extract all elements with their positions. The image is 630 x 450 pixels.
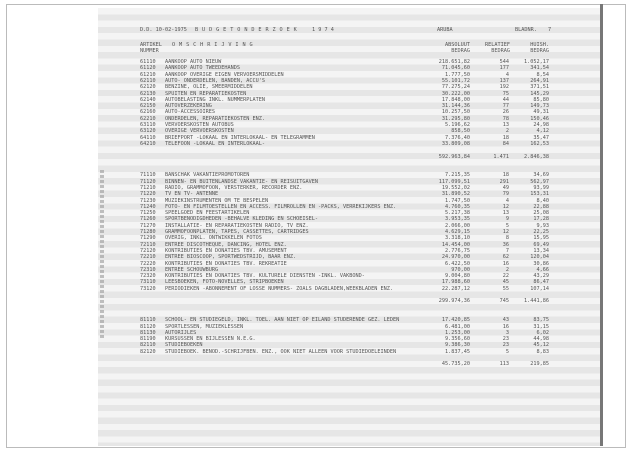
absolute-amount: 1.253,00: [445, 329, 470, 336]
household-amount: 6,02: [536, 329, 549, 336]
article-number: 72310: [140, 266, 156, 273]
description: AUTO-ACCESSOIRES: [165, 109, 215, 116]
total-household-amount: 1.441,86: [524, 298, 549, 305]
relative-amount: 16: [502, 323, 509, 330]
absolute-amount: 858,50: [451, 128, 470, 135]
household-amount: 13,34: [533, 247, 549, 254]
relative-amount: 18: [502, 134, 509, 141]
absolute-amount: 17.420,85: [441, 317, 470, 324]
household-amount: 8,54: [536, 71, 549, 78]
page-number: 7: [548, 27, 552, 33]
col-relatief-bedrag: BEDRAG: [491, 48, 510, 54]
description: LEESBOEKEN, FOTO-NOVELLES, STRIPBOEKEN: [165, 279, 284, 286]
household-amount: 4,12: [536, 128, 549, 135]
description: AUTOBELASTING INKL. NUMMERPLATEN: [165, 96, 265, 103]
description: INSTALLATIE- EN REPARATIEKOSTEN RADIO, TV ENZ.: [165, 222, 309, 229]
col-nummer: NUMMER: [140, 48, 159, 54]
description: RADIO, GRAMMOFOON, VERSTERKER, RECORDER ENZ.: [165, 184, 303, 191]
absolute-amount: 17.848,00: [441, 96, 470, 103]
household-amount: 45,12: [533, 342, 549, 349]
household-amount: 49,31: [533, 109, 549, 116]
description: STUDIEBOEK. BENOD.-SCHRIJFBEN. ENZ., OOK NIET ALLEEN VOOR STUDIEDOELEINDEN: [165, 348, 397, 355]
absolute-amount: 5.196,62: [445, 122, 470, 128]
article-number: 81120: [140, 323, 156, 330]
article-number: 61210: [140, 71, 156, 78]
description: OVERIG, INKL. ONTWIKKELEN FOTOS: [165, 235, 262, 242]
absolute-amount: 2.066,00: [445, 222, 470, 229]
table-row: [0, 286, 630, 292]
relative-amount: 7: [505, 247, 509, 254]
article-number: 63110: [140, 122, 156, 128]
absolute-amount: 3.953,35: [445, 216, 470, 223]
region: ARUBA: [437, 27, 453, 33]
total-absolute-amount: 45.735,20: [441, 361, 470, 368]
print-date: D.D. 10-02-1975: [140, 27, 187, 33]
absolute-amount: 30.222,00: [441, 90, 470, 97]
absolute-amount: 31.144,36: [441, 103, 470, 110]
article-number: 62140: [140, 96, 156, 103]
household-amount: 34,69: [533, 172, 549, 179]
article-number: 71110: [140, 172, 156, 179]
absolute-amount: 3.318,10: [445, 235, 470, 242]
relative-amount: 75: [502, 90, 509, 97]
absolute-amount: 2.776,75: [445, 247, 470, 254]
relative-amount: 291: [499, 178, 509, 185]
relative-amount: 2: [505, 266, 509, 273]
absolute-amount: 55.101,72: [441, 77, 470, 84]
relative-amount: 13: [502, 122, 509, 128]
absolute-amount: 117.099,51: [438, 178, 470, 185]
absolute-amount: 6.422,50: [445, 260, 470, 267]
household-amount: 562,97: [530, 178, 549, 185]
article-number: 72120: [140, 247, 156, 254]
total-household-amount: 219,85: [530, 361, 549, 368]
description: BINNEN- EN BUITENLANDSE VAKANTIE- EN REISUITGAVEN: [165, 178, 319, 185]
relative-amount: 4: [505, 197, 509, 204]
absolute-amount: 31.295,80: [441, 115, 470, 122]
total-relative-amount: 1.471: [493, 153, 509, 160]
article-number: 62120: [140, 84, 156, 91]
absolute-amount: 1.837,45: [445, 348, 470, 355]
household-amount: 145,29: [530, 90, 549, 97]
description: STUDIEBOEKEN: [165, 342, 203, 349]
absolute-amount: 7.215,35: [445, 172, 470, 179]
relative-amount: 192: [499, 84, 509, 91]
absolute-amount: 14.454,00: [441, 241, 470, 248]
description: FOTO- EN FILMTOESTELLEN EN ACCESS. FILMROLLEN EN -PACKS, VERREKIJKERS ENZ.: [165, 203, 397, 210]
col-relatief: RELATIEF: [485, 42, 510, 48]
absolute-amount: 7.376,40: [445, 134, 470, 141]
absolute-amount: 24.970,00: [441, 254, 470, 261]
household-amount: 22,25: [533, 229, 549, 236]
article-number: 71270: [140, 222, 156, 229]
article-number: 82110: [140, 342, 156, 349]
article-number: 71280: [140, 229, 156, 236]
household-amount: 8,83: [536, 348, 549, 355]
total-absolute-amount: 299.974,36: [438, 298, 470, 305]
article-number: 61110: [140, 59, 156, 65]
description: BANSCHAK VAKANTIEPROMOTOREN: [165, 172, 250, 179]
absolute-amount: 19.552,02: [441, 184, 470, 191]
absolute-amount: 33.809,08: [441, 140, 470, 147]
household-amount: 93,99: [533, 184, 549, 191]
description: AUTO- ONDERDELEN, BANDEN, ACCU'S: [165, 77, 265, 84]
description: VERVOERSKOSTEN AUTOBUS: [165, 122, 234, 128]
article-number: 62210: [140, 115, 156, 122]
article-number: 72210: [140, 254, 156, 261]
col-absoluut: ABSOLUUT: [445, 42, 470, 48]
absolute-amount: 970,00: [451, 266, 470, 273]
article-number: 81130: [140, 329, 156, 336]
description: SPORTLESSEN, MUZIEKLESSEN: [165, 323, 244, 330]
household-amount: 31,15: [533, 323, 549, 330]
description: GRAMMOFOONPLATEN, TAPES, CASSETTES, CARTRIDGES: [165, 229, 309, 236]
article-number: 62160: [140, 109, 156, 116]
section-total-row: [0, 154, 630, 160]
description: KONTRIBUTIES EN DONATIES TBV. KULTURELE DIENSTEN -INKL. VAKBOND-: [165, 273, 365, 280]
col-absoluut-bedrag: BEDRAG: [451, 48, 470, 54]
article-number: 62130: [140, 90, 156, 97]
household-amount: 120,04: [530, 254, 549, 261]
household-amount: 9,93: [536, 222, 549, 229]
absolute-amount: 77.275,24: [441, 84, 470, 91]
absolute-amount: 218.651,82: [438, 59, 470, 65]
col-huish: HUISH.: [530, 42, 549, 48]
description: SPORTBENODIGDHEDEN -BEHALVE KLEDING EN SCHOEISEL-: [165, 216, 319, 223]
relative-amount: 84: [502, 140, 509, 147]
article-number: 72110: [140, 241, 156, 248]
relative-amount: 18: [502, 172, 509, 179]
article-number: 71230: [140, 197, 156, 204]
description: TELEFOON -LOKAAL EN INTERLOKAAL-: [165, 140, 265, 147]
article-number: 73120: [140, 285, 156, 292]
description: SPUITEN EN REPARATIEKOSTEN: [165, 90, 247, 97]
household-amount: 30,86: [533, 260, 549, 267]
article-number: 62110: [140, 77, 156, 84]
absolute-amount: 9.356,60: [445, 336, 470, 343]
household-amount: 107,14: [530, 285, 549, 292]
article-number: 72220: [140, 260, 156, 267]
absolute-amount: 4.760,35: [445, 203, 470, 210]
relative-amount: 4: [505, 71, 509, 78]
relative-amount: 43: [502, 317, 509, 324]
article-number: 71290: [140, 235, 156, 242]
article-number: 63120: [140, 128, 156, 135]
description: AANKOOP AUTO TWEEDEHANDS: [165, 65, 240, 72]
article-number: 62150: [140, 103, 156, 110]
household-amount: 15,95: [533, 235, 549, 242]
absolute-amount: 5.217,38: [445, 210, 470, 217]
description: BENZINE, OLIE, SMEERMIDDELEN: [165, 84, 253, 91]
relative-amount: 23: [502, 336, 509, 343]
relative-amount: 22: [502, 273, 509, 280]
table-row: [0, 349, 630, 355]
relative-amount: 5: [505, 348, 509, 355]
relative-amount: 177: [499, 65, 509, 72]
article-number: 81190: [140, 336, 156, 343]
total-relative-amount: 745: [499, 298, 509, 305]
absolute-amount: 9.386,30: [445, 342, 470, 349]
article-number: 71220: [140, 191, 156, 198]
description: KONTRIBUTIES EN DONATIES TBV. AMUSEMENT: [165, 247, 287, 254]
absolute-amount: 31.890,52: [441, 191, 470, 198]
relative-amount: 45: [502, 279, 509, 286]
description: OVERIGE VERVOERSKOSTEN: [165, 128, 234, 135]
relative-amount: 2: [505, 128, 509, 135]
household-amount: 162,53: [530, 140, 549, 147]
article-number: 82120: [140, 348, 156, 355]
absolute-amount: 1.747,50: [445, 197, 470, 204]
report-year: 1 9 7 4: [312, 27, 334, 33]
description: ENTREE BIOSCOOP, SPORTWEDSTRIJD, BAAR ENZ.: [165, 254, 297, 261]
relative-amount: 26: [502, 109, 509, 116]
article-number: 73110: [140, 279, 156, 286]
description: SCHOOL- EN STUDIEGELD, INKL. TOEL. AAN NIET OP EILAND STUDERENDE GEZ. LEDEN: [165, 317, 400, 324]
article-number: 71210: [140, 184, 156, 191]
article-number: 64110: [140, 134, 156, 141]
description: PERIODIEKEN -ABONNEMENT OF LOSSE NUMMERS- ZOALS DAGBLADEN,WEEKBLADEN ENZ.: [165, 285, 393, 292]
relative-amount: 44: [502, 96, 509, 103]
description: ENTREE DISCOTHEQUE, DANCING, HOTEL ENZ.: [165, 241, 287, 248]
article-number: 61120: [140, 65, 156, 72]
household-amount: 149,73: [530, 103, 549, 110]
article-number: 71260: [140, 216, 156, 223]
household-amount: 4,66: [536, 266, 549, 273]
description: AUTOVERZEKERING: [165, 103, 212, 110]
relative-amount: 78: [502, 115, 509, 122]
total-relative-amount: 113: [499, 361, 509, 368]
description: TV EN TV- ANTENNE: [165, 191, 219, 198]
relative-amount: 49: [502, 184, 509, 191]
relative-amount: 3: [505, 329, 509, 336]
household-amount: 24,98: [533, 122, 549, 128]
relative-amount: 12: [502, 229, 509, 236]
relative-amount: 8: [505, 235, 509, 242]
household-amount: 22,88: [533, 203, 549, 210]
total-household-amount: 2.846,38: [524, 153, 549, 160]
col-omschrijving: O M S C H R I J V I N G: [172, 42, 254, 48]
relative-amount: 137: [499, 77, 509, 84]
article-number: 71240: [140, 203, 156, 210]
household-amount: 69,49: [533, 241, 549, 248]
household-amount: 44,98: [533, 336, 549, 343]
relative-amount: 23: [502, 342, 509, 349]
relative-amount: 5: [505, 222, 509, 229]
household-amount: 83,75: [533, 317, 549, 324]
page-label: BLADNR.: [515, 27, 537, 33]
col-huish-bedrag: BEDRAG: [530, 48, 549, 54]
report-title: B U D G E T O N D E R Z O E K: [195, 27, 298, 33]
relative-amount: 36: [502, 241, 509, 248]
description: AANKOOP AUTO NIEUW: [165, 59, 222, 65]
household-amount: 341,54: [530, 65, 549, 72]
absolute-amount: 1.777,50: [445, 71, 470, 78]
article-number: 71120: [140, 178, 156, 185]
article-number: 72320: [140, 273, 156, 280]
absolute-amount: 4.629,15: [445, 229, 470, 236]
household-amount: 371,51: [530, 84, 549, 91]
relative-amount: 13: [502, 210, 509, 217]
relative-amount: 77: [502, 103, 509, 110]
household-amount: 1.052,17: [524, 59, 549, 65]
relative-amount: 55: [502, 285, 509, 292]
relative-amount: 544: [499, 59, 509, 65]
absolute-amount: 17.988,60: [441, 279, 470, 286]
article-number: 64210: [140, 140, 156, 147]
description: KURSUSSEN EN BIJLESSEN N.E.G.: [165, 336, 256, 343]
section-total-row: [0, 361, 630, 367]
household-amount: 35,47: [533, 134, 549, 141]
description: BRIEFPORT -LOKAAL EN INTERLOKAAL- EN TELEGRAMMEN: [165, 134, 315, 141]
absolute-amount: 6.481,00: [445, 323, 470, 330]
article-number: 71250: [140, 210, 156, 217]
col-artikel: ARTIKEL: [140, 42, 162, 48]
total-absolute-amount: 592.963,84: [438, 153, 470, 160]
relative-amount: 9: [505, 216, 509, 223]
relative-amount: 79: [502, 191, 509, 198]
absolute-amount: 22.287,12: [441, 285, 470, 292]
section-total-row: [0, 298, 630, 304]
relative-amount: 62: [502, 254, 509, 261]
relative-amount: 16: [502, 260, 509, 267]
description: SPEELGOED EN FEESTARTIKELEN: [165, 210, 250, 217]
household-amount: 25,08: [533, 210, 549, 217]
description: ONDERDELEN, REPARATIEKOSTEN ENZ.: [165, 115, 265, 122]
article-number: 81110: [140, 317, 156, 324]
household-amount: 86,47: [533, 279, 549, 286]
household-amount: 153,31: [530, 191, 549, 198]
description: ENTREE SCHOUWBURG: [165, 266, 219, 273]
household-amount: 264,91: [530, 77, 549, 84]
description: AANKOOP OVERIGE EIGEN VERVOERSMIDDELEN: [165, 71, 284, 78]
household-amount: 17,28: [533, 216, 549, 223]
household-amount: 150,46: [530, 115, 549, 122]
absolute-amount: 71.045,60: [441, 65, 470, 72]
description: MUZIEKINSTRUMENTEN OM TE BESPELEN: [165, 197, 269, 204]
description: KONTRIBUTIES EN DONATIES TBV. REKREATIE: [165, 260, 287, 267]
household-amount: 8,40: [536, 197, 549, 204]
absolute-amount: 9.004,80: [445, 273, 470, 280]
table-row: [0, 141, 630, 147]
relative-amount: 12: [502, 203, 509, 210]
household-amount: 85,80: [533, 96, 549, 103]
description: AUTORIJLES: [165, 329, 197, 336]
household-amount: 43,29: [533, 273, 549, 280]
absolute-amount: 10.257,50: [441, 109, 470, 116]
